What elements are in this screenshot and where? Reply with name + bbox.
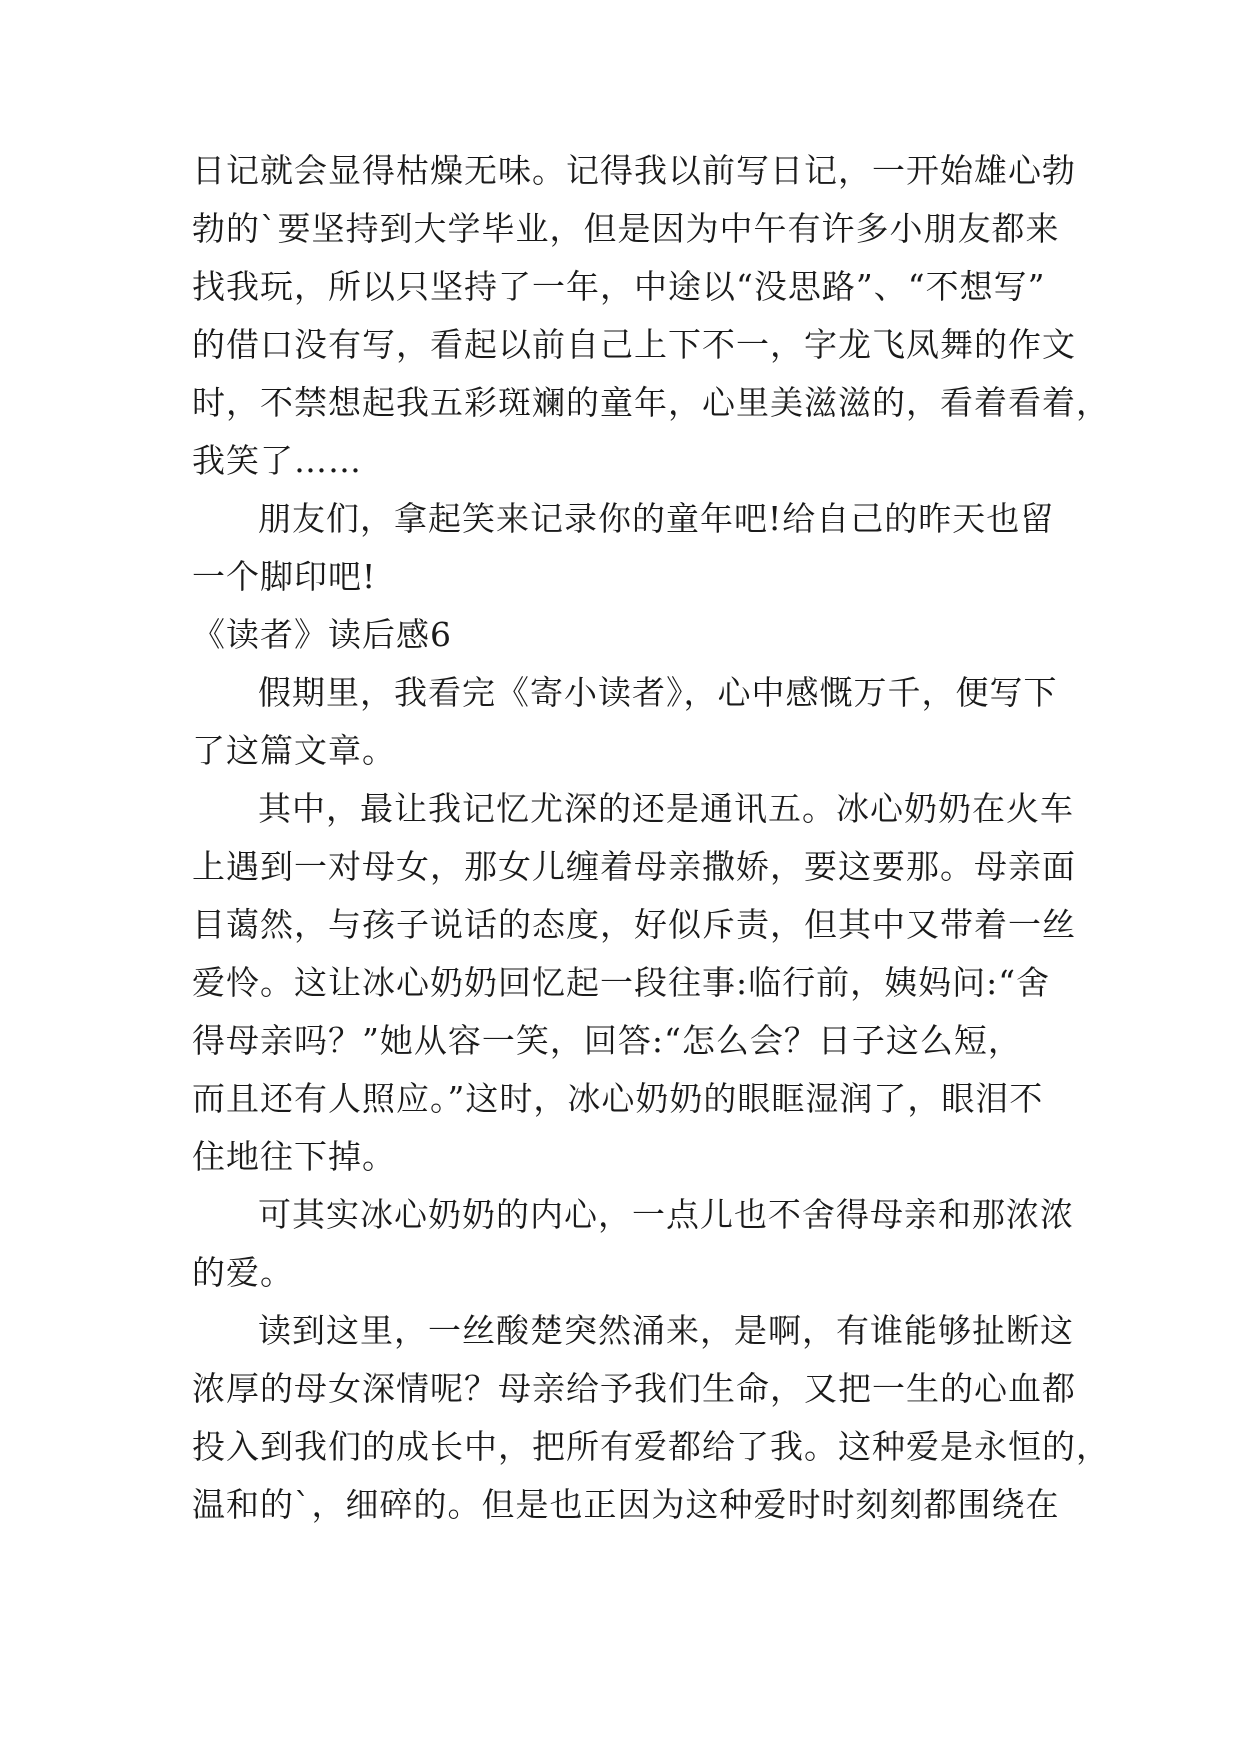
text-line: 爱怜。这让冰心奶奶回忆起一段往事:临行前，姨妈问:“舍 — [192, 963, 1051, 1002]
text-line: 温和的`，细碎的。但是也正因为这种爱时时刻刻都围绕在 — [192, 1485, 1060, 1524]
paragraph-first-line: 其中，最让我记忆尤深的还是通讯五。冰心奶奶在火车 — [258, 789, 1074, 828]
text-line: 得母亲吗？”她从容一笑，回答:“怎么会？日子这么短， — [192, 1021, 1022, 1060]
text-line: 的爱。 — [192, 1253, 294, 1292]
text-line: 投入到我们的成长中，把所有爱都给了我。这种爱是永恒的， — [192, 1427, 1110, 1466]
text-line: 上遇到一对母女，那女儿缠着母亲撒娇，要这要那。母亲面 — [192, 847, 1076, 886]
paragraph-first-line: 可其实冰心奶奶的内心，一点儿也不舍得母亲和那浓浓 — [258, 1195, 1074, 1234]
text-line: 目蔼然，与孩子说话的态度，好似斥责，但其中又带着一丝 — [192, 905, 1076, 944]
text-line: 勃的`要坚持到大学毕业，但是因为中午有许多小朋友都来 — [192, 209, 1060, 248]
paragraph-first-line: 朋友们，拿起笑来记录你的童年吧!给自己的昨天也留 — [258, 499, 1055, 538]
text-line: 日记就会显得枯燥无味。记得我以前写日记，一开始雄心勃 — [192, 151, 1076, 190]
text-line: 一个脚印吧! — [192, 557, 377, 596]
text-line: 我笑了…… — [192, 441, 362, 480]
text-line: 浓厚的母女深情呢？母亲给予我们生命，又把一生的心血都 — [192, 1369, 1076, 1408]
paragraph-first-line: 假期里，我看完《寄小读者》，心中感慨万千，便写下 — [258, 673, 1058, 712]
text-line: 时，不禁想起我五彩斑斓的童年，心里美滋滋的，看着看着， — [192, 383, 1110, 422]
text-line: 住地往下掉。 — [192, 1137, 396, 1176]
text-line: 而且还有人照应。”这时，冰心奶奶的眼眶湿润了，眼泪不 — [192, 1079, 1044, 1118]
text-line: 的借口没有写，看起以前自己上下不一，字龙飞凤舞的作文 — [192, 325, 1076, 364]
paragraph-first-line: 读到这里，一丝酸楚突然涌来，是啊，有谁能够扯断这 — [258, 1311, 1074, 1350]
section-heading: 《读者》读后感6 — [192, 615, 452, 654]
text-line: 了这篇文章。 — [192, 731, 396, 770]
text-line: 找我玩，所以只坚持了一年，中途以“没思路”、“不想写” — [192, 267, 1046, 306]
